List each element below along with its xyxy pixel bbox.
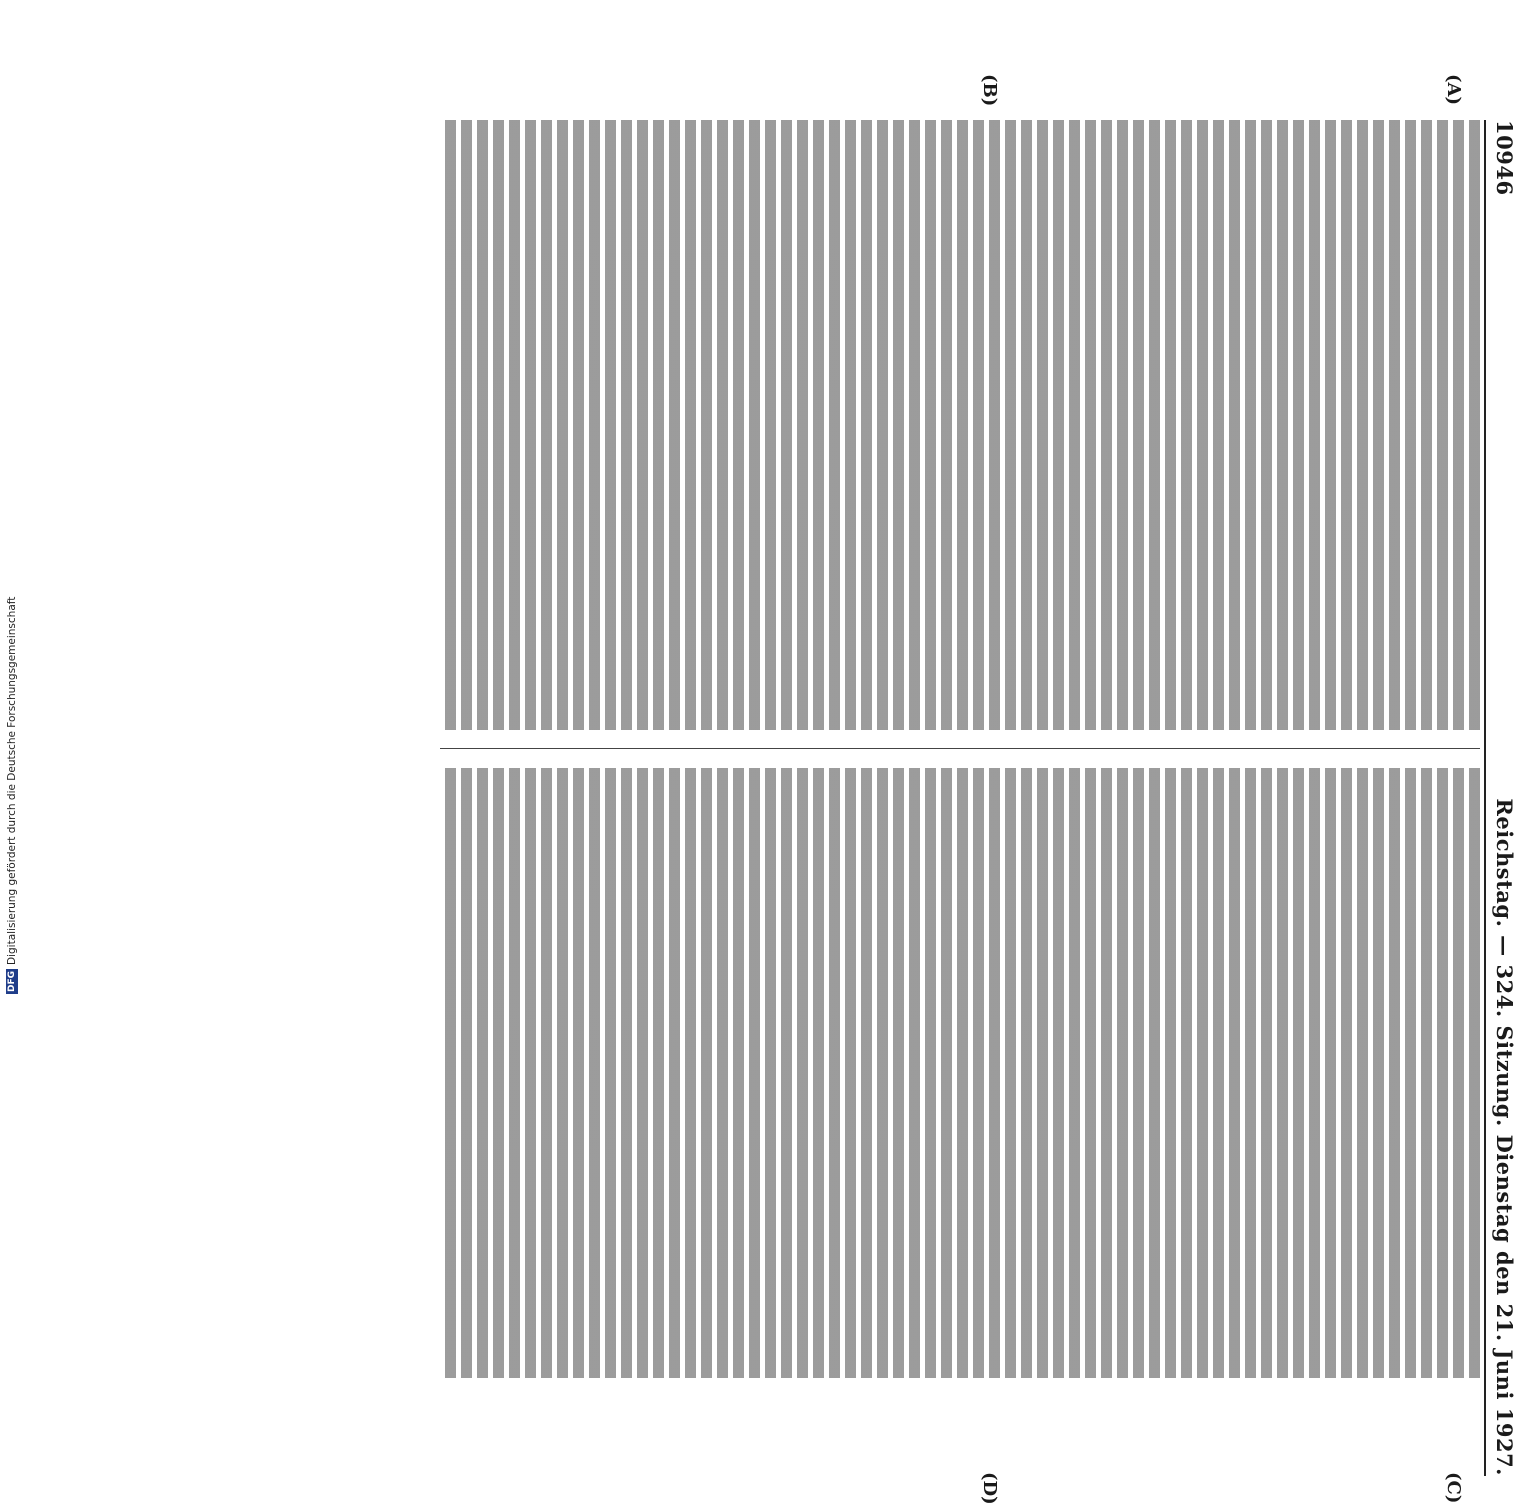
digitization-credit (4, 4, 18, 994)
page-number: 10946 (1492, 120, 1518, 196)
text-column-left (440, 120, 1480, 730)
dfg-logo: DFG (7, 970, 17, 992)
margin-mark-a: (A) (1443, 74, 1464, 105)
header-title: Reichstag. — 324. Sitzung. Dienstag den 21. Juni 1927. (1492, 798, 1518, 1476)
rotated-page (400, 74, 1520, 1505)
margin-mark-b: (B) (979, 74, 1000, 107)
margin-mark-d: (D) (979, 1472, 1000, 1505)
running-header (1490, 120, 1520, 1476)
column-divider (440, 748, 1480, 749)
digitization-credit-text: Digitalisierung gefördert durch die Deutsche Forschungsgemeinschaft (6, 596, 18, 965)
header-rule (1484, 120, 1486, 1476)
margin-mark-c: (C) (1443, 1472, 1464, 1504)
text-column-right (440, 768, 1480, 1378)
